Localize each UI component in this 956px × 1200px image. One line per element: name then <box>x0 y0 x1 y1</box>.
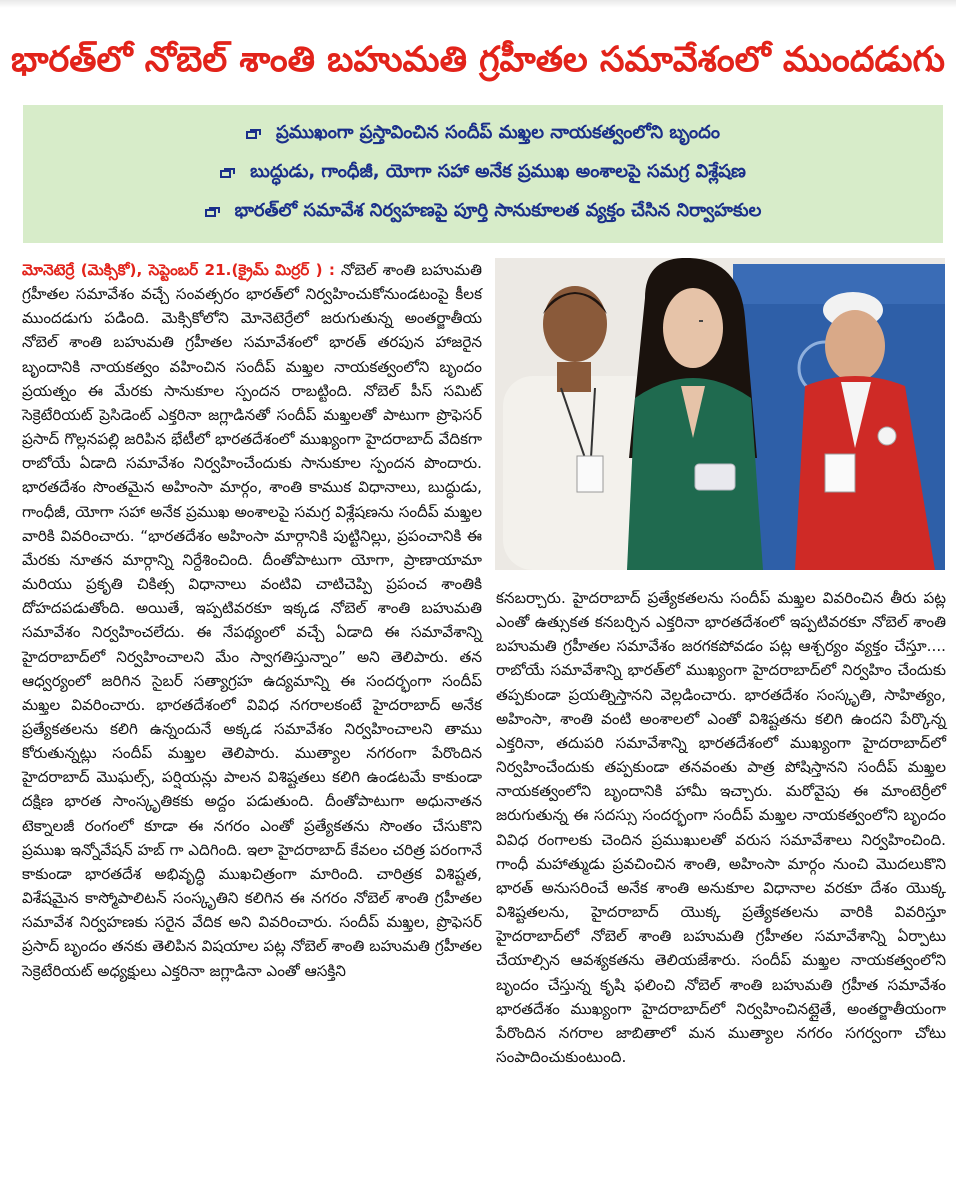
highlight-item <box>23 115 943 154</box>
highlight-text: భారత్‌లో సమావేశ నిర్వహణపై పూర్తి సానుకూలత వ్యక్తం చేసిన నిర్వాహకుల <box>234 200 762 221</box>
group-photo-icon <box>495 258 945 570</box>
highlight-item <box>23 154 943 193</box>
dateline: మోనెటెర్రే (మెక్సికో), సెప్టెంబర్ 21.(క్రైమ్ మిర్రర్ ) : <box>22 261 335 279</box>
article-column-2 <box>496 586 946 1186</box>
top-strip <box>0 0 956 8</box>
highlights-box <box>23 105 943 243</box>
headline: భారత్‌లో నోబెల్ శాంతి బహుమతి గ్రహీతల సమావేశంలో ముందడుగు <box>11 40 945 80</box>
highlight-text: బుద్ధుడు, గాంధీజీ, యోగా సహా అనేక ప్రముఖ అంశాలపై సమగ్ర విశ్లేషణ <box>250 161 746 182</box>
article-column-1 <box>22 258 482 1198</box>
news-photo <box>495 258 945 570</box>
bullet-icon <box>205 207 221 219</box>
highlight-text: ప్రముఖంగా ప్రస్తావించిన సందీప్ మఖ్తల నాయకత్వంలోని బృందం <box>276 122 720 143</box>
bullet-icon <box>220 168 236 180</box>
bullet-icon <box>246 129 262 141</box>
highlight-item <box>23 193 943 232</box>
article-text-col1: నోబెల్ శాంతి బహుమతి గ్రహీతల సమావేశం వచ్చే సంవత్సరం భారత్‌లో నిర్వహించుకోనుండటంపై కీలక ముందడుగు పడింది. మెక్సికోలోని మోనెటెర్రేలో జరుగుతున్న అంతర్జాతీయ నోబెల్ శాంతి బహుమతి గ్రహీతల సమావేశంలో భారత్ తరపున హాజరైన బృందానికి నాయకత్వం వహించిన సందీప్ మఖ్తల నాయకత్వంలోని బృందం ప్రయత్నం ఈ మేరకు సానుకూల స్పందన రాబట్టింది. నోబెల్ పీస్ సమిట్ సెక్రెటేరియట్ ప్రెసిడెంట్ ఎక్తరినా జగ్లాడినతో సందీప్ మఖ్తలతో పాటుగా ప్రొఫెసర్ ప్రసాద్ గొల్లనపల్లి జరిపిన భేటీలో భారతదేశంలో ముఖ్యంగా హైదరాబాద్ వేదికగా రాబోయే ఏడాది సమావేశం నిర్వహించేందుకు సానుకూల స్పందన పొందారు. భారతదేశం సొంతమైన అహింసా మార్గం, శాంతి కాముక విధానాలు, బుద్ధుడు, గాంధీజీ, యోగా సహా అనేక ప్రముఖ అంశాలపై సమగ్ర విశ్లేషణను సందీప్ మఖ్తల వారికి వివరించారు. “భారతదేశం అహింసా మార్గానికి పుట్టినిల్లు, ప్రపంచానికి ఈ మేరకు నూతన మార్గాన్ని నిర్దేశించింది. దీంతోపాటుగా యోగా, ప్రాణాయామా మరియు ప్రకృతి చికిత్స విధానాలు వంటివి చాటిచెప్పి ప్రపంచ శాంతికి దోహదపడుతోంది. అయితే, ఇప్పటివరకూ ఇక్కడ నోబెల్ శాంతి బహుమతి సమావేశం నిర్వహించలేదు. ఈ నేపథ్యంలో వచ్చే ఏడాది ఈ సమావేశాన్ని హైదరాబాద్‌లో నిర్వహించాలని మేం స్వాగతిస్తున్నాం” అని తెలిపారు. తన ఆధ్వర్యంలో జరిగిన సైబర్ సత్యాగ్రహ ఉద్యమాన్ని ఈ సందర్భంగా సందీప్ మఖ్తల వివరించారు. భారతదేశంలో వివిధ నగరాలకంటే హైదరాబాద్ అనేక ప్రత్యేకతలను కలిగి ఉన్నందునే అక్కడ సమావేశం నిర్వహించాలని తాము కోరుతున్నట్లు సందీప్ మఖ్తల తెలిపారు. ముత్యాల నగరంగా పేరొందిన హైదరాబాద్ మొఘల్స్, పర్షియన్లు పాలన విశిష్టతలు కలిగి ఉండటమే కాకుండా దక్షిణ భారత సాంస్కృతికకు అద్దం పడుతుంది. దీంతోపాటుగా అధునాతన టెక్నాలజీ రంగంలో కూడా ఈ నగరం ఎంతో ప్రత్యేకతను సొంతం చేసుకొని ప్రముఖ ఇన్నోవేషన్ హబ్ గా ఎదిగింది. ఇలా హైదరాబాద్ కేవలం చరిత్ర పరంగానే కాకుండా భారతదేశ అభివృద్ధి ముఖచిత్రంగా మారింది. చారిత్రక విశిష్టత, విశేషమైన కాస్మోపాలిటన్ సంస్కృతిని కలిగిన ఈ నగరం నోబెల్ శాంతి గ్రహీతల సమావేశ నిర్వహణకు సరైన వేదిక అని వివరించారు. సందీప్ మఖ్తల, ప్రొఫెసర్ ప్రసాద్ బృందం తనకు తెలిపిన విషయాల పట్ల నోబెల్ శాంతి బహుమతి గ్రహీతల సెక్రెటేరియట్ అధ్యక్షులు ఎక్తరినా జగ్లాడినా ఎంతో ఆసక్తిని <box>22 261 482 980</box>
article-text-col2: కనబర్చారు. హైదరాబాద్ ప్రత్యేకతలను సందీప్ మఖ్తల వివరించిన తీరు పట్ల ఎంతో ఉత్సుకత కనబర్చిన ఎక్తరినా భారతదేశంలో ఇప్పటివరకూ నోబెల్ శాంతి బహుమతి గ్రహీతల సమావేశం జరగకపోవడం పట్ల ఆశ్చర్యం వ్యక్తం చేస్తూ.... రాబోయే సమావేశాన్ని భారత్‌లో ముఖ్యంగా హైదరాబాద్‌లో నిర్వహిం చేందుకు తప్పకుండా ప్రయత్నిస్తానని వెల్లడించారు. భారతదేశం సంస్కృతి, సాహిత్యం, అహింసా, శాంతి వంటి అంశాలలో ఎంతో విశిష్టతను కలిగి ఉందని పేర్కొన్న ఎక్తరినా, తదుపరి సమావేశాన్ని భారతదేశంలో ముఖ్యంగా హైదరాబాద్‌లో నిర్వహించేందుకు తప్పకుండా తనవంతు పాత్ర పోషిస్తానని సందీప్ మఖ్తల నాయకత్వంలోని బృందానికి హామీ ఇచ్చారు. మరోవైపు ఈ మాంటెర్రీలో జరుగుతున్న ఈ సదస్సు సందర్భంగా సందీప్ మఖ్తల నాయకత్వంలోని బృందం వివిధ రంగాలకు చెందిన ప్రముఖులతో వరుస సమావేశాలు నిర్వహించింది. గాంధీ మహాత్ముడు ప్రవచించిన శాంతి, అహింసా మార్గం నుంచి మొదలుకొని భారత్ అనుసరించే అనేక శాంతి అనుకూల విధానాల వరకూ దేశం యొక్క విశిష్టతలను, హైదరాబాద్ యొక్క ప్రత్యేకతలను వారికి వివరిస్తూ హైదరాబాద్‌లో నోబెల్ శాంతి బహుమతి గ్రహీతల సమావేశాన్ని ఏర్పాటు చేయాల్సిన ఆవశ్యకతను తెలియజేశారు. సందీప్ మఖ్తల నాయకత్వంలోని బృందం చేస్తున్న కృషి ఫలించి నోబెల్ శాంతి బహుమతి గ్రహీత సమావేశం భారతదేశం ముఖ్యంగా హైదరాబాద్‌లో నిర్వహించినట్లైతే, అంతర్జాతీయంగా పేరొందిన నగరాల జాబితాలో మన ముత్యాల నగరం సగర్వంగా చోటు సంపాదించుకుంటుంది. <box>496 589 946 1066</box>
